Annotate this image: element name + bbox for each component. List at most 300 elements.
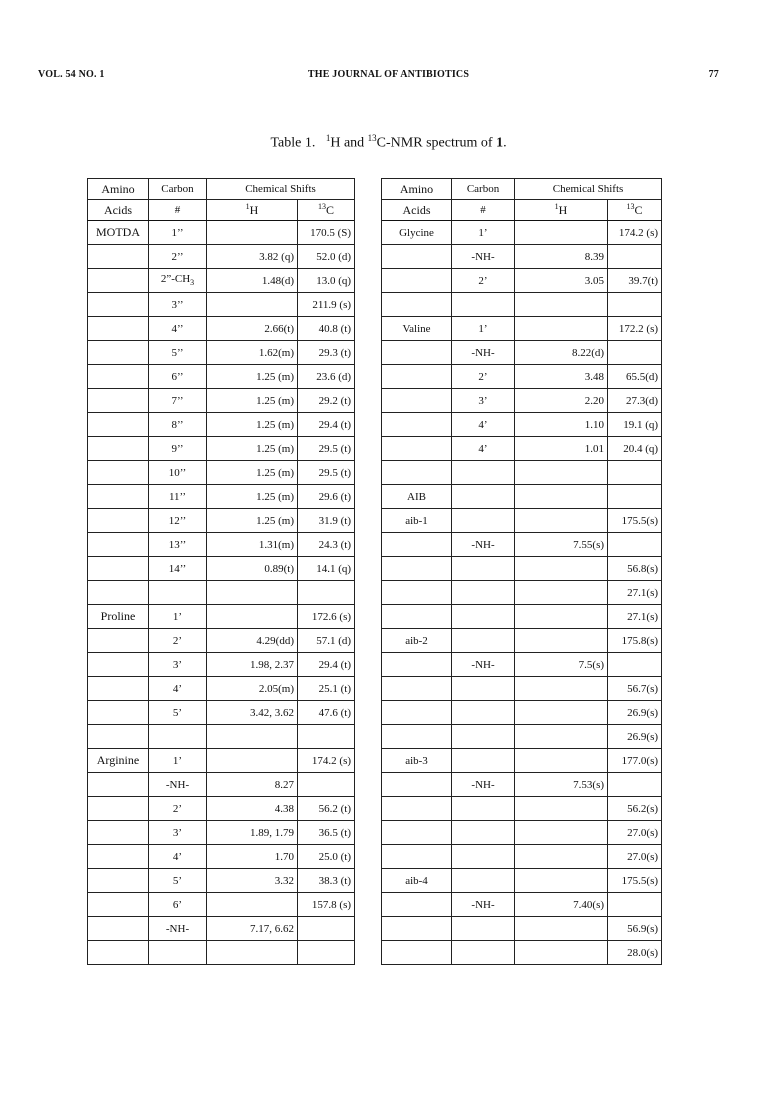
carbon-right xyxy=(452,941,515,965)
carbon-left-text: 7’’ xyxy=(171,394,184,407)
shift-13c-right xyxy=(608,629,662,653)
shift-1h-left xyxy=(207,797,298,821)
shift-1h-right xyxy=(515,245,608,269)
shift-13c-left-text: 52.0 (d) xyxy=(316,250,352,263)
shift-1h-left-text: 1.25 (m) xyxy=(256,370,294,383)
table-row xyxy=(88,677,662,701)
shift-13c-right-text: 56.9(s) xyxy=(627,922,659,935)
shift-13c-left-text: 211.9 (s) xyxy=(312,298,352,311)
shift-13c-left-text: 23.6 (d) xyxy=(316,370,352,383)
shift-1h-right xyxy=(515,557,608,581)
spacer-cell xyxy=(355,629,382,653)
shift-1h-right xyxy=(515,365,608,389)
shift-13c-left-text: 29.3 (t) xyxy=(318,346,352,359)
shift-1h-right xyxy=(515,773,608,797)
shift-1h-right-text: 7.55(s) xyxy=(573,538,605,551)
shift-13c-left xyxy=(298,821,355,845)
spacer-cell xyxy=(355,797,382,821)
caption-prefix: Table 1. xyxy=(270,135,316,151)
carbon-left xyxy=(149,677,207,701)
carbon-left xyxy=(149,797,207,821)
table-row xyxy=(88,653,662,677)
carbon-left xyxy=(149,701,207,725)
caption-middle-1: H and xyxy=(330,135,368,151)
spacer-cell xyxy=(355,341,382,365)
carbon-right xyxy=(452,677,515,701)
shift-1h-left xyxy=(207,677,298,701)
shift-1h-left xyxy=(207,773,298,797)
amino-acid-right xyxy=(382,821,452,845)
shift-1h-left-text: 2.05(m) xyxy=(258,682,294,695)
table-row xyxy=(88,605,662,629)
carbon-left-text: 13’’ xyxy=(168,538,187,551)
carbon-right-text: 4’ xyxy=(478,442,488,455)
shift-1h-left-text: 0.89(t) xyxy=(264,562,294,575)
shift-13c-left-text: 29.4 (t) xyxy=(318,658,352,671)
amino-acid-right xyxy=(382,509,452,533)
amino-acid-left xyxy=(88,245,149,269)
shift-13c-right-text: 27.0(s) xyxy=(627,826,659,839)
shift-13c-left-text: 47.6 (t) xyxy=(318,706,352,719)
amino-acid-left xyxy=(88,917,149,941)
spacer-cell xyxy=(355,821,382,845)
spacer-cell xyxy=(355,605,382,629)
amino-acid-left xyxy=(88,581,149,605)
shift-1h-left xyxy=(207,461,298,485)
carbon-right-text: 2’ xyxy=(478,370,488,383)
carbon-left xyxy=(149,269,207,293)
spacer-cell xyxy=(355,725,382,749)
shift-1h-right xyxy=(515,413,608,437)
shift-13c-left-text: 172.6 (s) xyxy=(311,610,352,623)
shift-13c-left-text: 29.5 (t) xyxy=(318,442,352,455)
carbon-left-text: 1’ xyxy=(172,754,183,767)
amino-acid-right xyxy=(382,437,452,461)
shift-13c-right-text: 175.5(s) xyxy=(621,874,659,887)
carbon-left-text: 2”-CH xyxy=(160,273,191,286)
table-row xyxy=(88,245,662,269)
shift-13c-left-text: 38.3 (t) xyxy=(318,874,352,887)
shift-13c-right-text: 175.8(s) xyxy=(621,634,659,647)
spacer-cell xyxy=(355,677,382,701)
carbon-right-text: -NH- xyxy=(471,778,495,791)
amino-acid-right xyxy=(382,701,452,725)
page-number: 77 xyxy=(708,69,719,80)
shift-1h-left xyxy=(207,629,298,653)
shift-13c-left xyxy=(298,941,355,965)
carbon-left-text: 5’ xyxy=(172,706,183,719)
shift-1h-left-text: 1.62(m) xyxy=(258,346,294,359)
shift-1h-left xyxy=(207,701,298,725)
shift-13c-left-text: 29.6 (t) xyxy=(318,490,352,503)
shift-13c-left xyxy=(298,533,355,557)
shift-13c-left xyxy=(298,485,355,509)
shift-1h-left-text: 1.98, 2.37 xyxy=(250,658,294,671)
header-1h-left xyxy=(207,200,298,221)
amino-acid-right xyxy=(382,773,452,797)
shift-13c-right xyxy=(608,869,662,893)
shift-13c-right-text: 26.9(s) xyxy=(627,730,659,743)
shift-13c-left xyxy=(298,917,355,941)
header-row-1 xyxy=(88,179,662,200)
h-label: H xyxy=(249,203,259,217)
amino-acid-left xyxy=(88,797,149,821)
carbon-right xyxy=(452,773,515,797)
amino-acid-left xyxy=(88,821,149,845)
carbon-left xyxy=(149,725,207,749)
caption-end: . xyxy=(503,135,507,151)
amino-acid-right xyxy=(382,557,452,581)
amino-acid-right xyxy=(382,893,452,917)
header-carbon-left: Carbon xyxy=(149,179,207,200)
shift-1h-left xyxy=(207,485,298,509)
spacer-cell xyxy=(355,365,382,389)
carbon-left xyxy=(149,653,207,677)
shift-13c-left-text: 56.2 (t) xyxy=(318,802,352,815)
header-amino-right: Amino xyxy=(382,179,452,200)
shift-1h-left xyxy=(207,341,298,365)
shift-13c-right-text: 56.8(s) xyxy=(627,562,659,575)
spacer-cell xyxy=(355,461,382,485)
carbon-right xyxy=(452,317,515,341)
table-row xyxy=(88,917,662,941)
carbon-left xyxy=(149,893,207,917)
shift-1h-left-text: 1.48(d) xyxy=(261,274,294,287)
carbon-left xyxy=(149,293,207,317)
amino-acid-right-text: Glycine xyxy=(399,226,434,239)
shift-1h-left xyxy=(207,821,298,845)
shift-13c-right-text: 56.2(s) xyxy=(627,802,659,815)
carbon-right xyxy=(452,485,515,509)
shift-13c-right xyxy=(608,653,662,677)
shift-1h-left-text: 1.31(m) xyxy=(258,538,294,551)
carbon-left-text: 2’ xyxy=(172,634,183,647)
spacer-cell xyxy=(355,389,382,413)
header-shifts-left: Chemical Shifts xyxy=(207,179,355,200)
amino-acid-right xyxy=(382,293,452,317)
table-row xyxy=(88,509,662,533)
carbon-left-text: 8’’ xyxy=(171,418,184,431)
table-row xyxy=(88,893,662,917)
table-row xyxy=(88,485,662,509)
carbon-right-text: -NH- xyxy=(471,250,495,263)
shift-1h-right-text: 3.48 xyxy=(584,370,605,383)
table-row xyxy=(88,413,662,437)
shift-13c-right xyxy=(608,773,662,797)
carbon-left-text: 3’ xyxy=(172,826,183,839)
shift-1h-right xyxy=(515,941,608,965)
amino-acid-left xyxy=(88,845,149,869)
carbon-right xyxy=(452,413,515,437)
carbon-right xyxy=(452,749,515,773)
shift-13c-right xyxy=(608,269,662,293)
shift-1h-left xyxy=(207,245,298,269)
shift-13c-left xyxy=(298,413,355,437)
shift-1h-right xyxy=(515,317,608,341)
nmr-table xyxy=(87,178,662,965)
shift-1h-right xyxy=(515,701,608,725)
table-row xyxy=(88,269,662,293)
shift-1h-left xyxy=(207,941,298,965)
shift-1h-right xyxy=(515,509,608,533)
carbon-right xyxy=(452,365,515,389)
shift-1h-left xyxy=(207,749,298,773)
spacer-cell xyxy=(355,245,382,269)
c-sup: 13 xyxy=(318,202,326,211)
shift-13c-right xyxy=(608,437,662,461)
shift-1h-right xyxy=(515,821,608,845)
amino-acid-left xyxy=(88,773,149,797)
amino-acid-right xyxy=(382,677,452,701)
carbon-left-text: 3’’ xyxy=(171,298,184,311)
shift-13c-left xyxy=(298,365,355,389)
shift-13c-right-text: 19.1 (q) xyxy=(623,418,659,431)
shift-1h-right xyxy=(515,581,608,605)
carbon-left-text: 4’ xyxy=(172,850,183,863)
c-label: C xyxy=(634,203,643,217)
table-row xyxy=(88,365,662,389)
shift-13c-right xyxy=(608,557,662,581)
carbon-right xyxy=(452,629,515,653)
shift-13c-right xyxy=(608,701,662,725)
carbon-left-text: 10’’ xyxy=(168,466,187,479)
spacer-cell xyxy=(355,317,382,341)
shift-13c-right xyxy=(608,797,662,821)
shift-1h-left xyxy=(207,893,298,917)
shift-1h-right xyxy=(515,437,608,461)
shift-13c-right xyxy=(608,293,662,317)
carbon-left-text: 4’ xyxy=(172,682,183,695)
shift-13c-right-text: 27.1(s) xyxy=(627,586,659,599)
carbon-right-text: -NH- xyxy=(471,658,495,671)
carbon-right xyxy=(452,725,515,749)
carbon-left xyxy=(149,389,207,413)
carbon-right xyxy=(452,845,515,869)
amino-acid-left xyxy=(88,269,149,293)
header-13c-left xyxy=(298,200,355,221)
amino-acid-right xyxy=(382,317,452,341)
amino-acid-left xyxy=(88,317,149,341)
amino-acid-left xyxy=(88,533,149,557)
spacer-cell xyxy=(355,221,382,245)
shift-1h-right-text: 7.40(s) xyxy=(573,898,605,911)
carbon-right xyxy=(452,389,515,413)
shift-13c-right-text: 39.7(t) xyxy=(628,274,659,287)
caption-h-sup: 1 xyxy=(325,133,331,143)
shift-13c-left xyxy=(298,509,355,533)
shift-1h-right xyxy=(515,677,608,701)
shift-1h-right-text: 8.22(d) xyxy=(571,346,605,359)
shift-1h-left xyxy=(207,317,298,341)
shift-13c-right-text: 65.5(d) xyxy=(625,370,659,383)
shift-1h-left-text: 1.89, 1.79 xyxy=(250,826,294,839)
shift-1h-left-text: 2.66(t) xyxy=(264,322,294,335)
spacer-cell xyxy=(355,701,382,725)
shift-13c-left xyxy=(298,461,355,485)
shift-1h-left xyxy=(207,365,298,389)
amino-acid-right xyxy=(382,389,452,413)
amino-acid-left xyxy=(88,893,149,917)
amino-acid-right xyxy=(382,269,452,293)
shift-1h-right-text: 2.20 xyxy=(584,394,605,407)
shift-13c-left-text: 57.1 (d) xyxy=(316,634,352,647)
amino-acid-right xyxy=(382,725,452,749)
carbon-left xyxy=(149,437,207,461)
amino-acid-left xyxy=(88,653,149,677)
carbon-right-text: -NH- xyxy=(471,898,495,911)
carbon-left xyxy=(149,341,207,365)
spacer-cell xyxy=(355,533,382,557)
spacer-cell xyxy=(355,293,382,317)
shift-13c-right-text: 20.4 (q) xyxy=(623,442,659,455)
amino-acid-right xyxy=(382,653,452,677)
shift-13c-right xyxy=(608,677,662,701)
carbon-right xyxy=(452,437,515,461)
carbon-right xyxy=(452,701,515,725)
table-row xyxy=(88,941,662,965)
shift-13c-left-text: 13.0 (q) xyxy=(316,274,352,287)
spacer-cell xyxy=(355,269,382,293)
shift-13c-right-text: 177.0(s) xyxy=(621,754,659,767)
spacer-cell xyxy=(355,485,382,509)
carbon-subscript: 3 xyxy=(190,278,195,288)
carbon-right-text: -NH- xyxy=(471,346,495,359)
carbon-left-text: 11’’ xyxy=(168,490,187,503)
shift-1h-right xyxy=(515,605,608,629)
table-row xyxy=(88,221,662,245)
shift-13c-left-text: 170.5 (S) xyxy=(310,226,352,239)
shift-13c-right xyxy=(608,821,662,845)
shift-13c-left xyxy=(298,629,355,653)
carbon-right-text: 3’ xyxy=(478,394,488,407)
shift-13c-right xyxy=(608,581,662,605)
amino-acid-right-text: AIB xyxy=(407,490,426,503)
shift-13c-left xyxy=(298,653,355,677)
shift-1h-right xyxy=(515,341,608,365)
amino-acid-left-text: MOTDA xyxy=(96,225,140,239)
shift-13c-right-text: 27.3(d) xyxy=(625,394,659,407)
shift-1h-left-text: 1.25 (m) xyxy=(256,418,294,431)
shift-1h-left xyxy=(207,293,298,317)
shift-1h-right-text: 7.5(s) xyxy=(578,658,605,671)
carbon-left xyxy=(149,557,207,581)
shift-13c-left xyxy=(298,389,355,413)
shift-13c-left xyxy=(298,773,355,797)
carbon-left xyxy=(149,773,207,797)
carbon-right-text: 1’ xyxy=(478,226,488,239)
header-acids-right: Acids xyxy=(382,200,452,221)
carbon-left-text: 3’ xyxy=(172,658,183,671)
shift-1h-right-text: 1.10 xyxy=(584,418,605,431)
carbon-left xyxy=(149,485,207,509)
carbon-left-text: 1’ xyxy=(172,610,183,623)
header-13c-right xyxy=(608,200,662,221)
carbon-left xyxy=(149,533,207,557)
shift-13c-left xyxy=(298,893,355,917)
amino-acid-left xyxy=(88,557,149,581)
carbon-left xyxy=(149,245,207,269)
carbon-right xyxy=(452,557,515,581)
table-row xyxy=(88,749,662,773)
shift-13c-right xyxy=(608,221,662,245)
carbon-left-text: 5’ xyxy=(172,874,183,887)
carbon-right xyxy=(452,653,515,677)
shift-13c-left-text: 157.8 (s) xyxy=(311,898,352,911)
shift-13c-right xyxy=(608,605,662,629)
spacer-cell xyxy=(355,845,382,869)
carbon-right xyxy=(452,869,515,893)
spacer-cell xyxy=(355,773,382,797)
table-row xyxy=(88,845,662,869)
amino-acid-left xyxy=(88,461,149,485)
amino-acid-right-text: aib-2 xyxy=(405,634,428,647)
shift-13c-left xyxy=(298,677,355,701)
shift-13c-right-text: 56.7(s) xyxy=(627,682,659,695)
shift-13c-left-text: 31.9 (t) xyxy=(318,514,352,527)
shift-13c-right xyxy=(608,365,662,389)
amino-acid-left xyxy=(88,341,149,365)
amino-acid-right-text: aib-1 xyxy=(405,514,428,527)
shift-13c-right xyxy=(608,725,662,749)
shift-13c-right xyxy=(608,389,662,413)
carbon-right xyxy=(452,533,515,557)
shift-13c-right xyxy=(608,749,662,773)
shift-1h-right xyxy=(515,845,608,869)
shift-1h-left-text: 4.38 xyxy=(274,802,294,815)
spacer-cell xyxy=(355,869,382,893)
shift-1h-left-text: 1.25 (m) xyxy=(256,442,294,455)
table-row xyxy=(88,293,662,317)
carbon-left-text: 12’’ xyxy=(168,514,187,527)
shift-1h-left-text: 3.42, 3.62 xyxy=(250,706,294,719)
shift-1h-left xyxy=(207,269,298,293)
shift-13c-left xyxy=(298,845,355,869)
carbon-left xyxy=(149,845,207,869)
shift-13c-left xyxy=(298,557,355,581)
carbon-right xyxy=(452,893,515,917)
shift-13c-right xyxy=(608,245,662,269)
shift-1h-right-text: 8.39 xyxy=(584,250,605,263)
spacer-cell xyxy=(355,893,382,917)
carbon-left xyxy=(149,869,207,893)
shift-1h-left xyxy=(207,581,298,605)
shift-1h-right-text: 7.53(s) xyxy=(573,778,605,791)
shift-1h-right xyxy=(515,293,608,317)
carbon-right xyxy=(452,461,515,485)
amino-acid-left xyxy=(88,413,149,437)
spacer-header xyxy=(355,179,382,221)
carbon-right xyxy=(452,269,515,293)
spacer-cell xyxy=(355,581,382,605)
shift-1h-right xyxy=(515,749,608,773)
shift-13c-left xyxy=(298,245,355,269)
shift-1h-left xyxy=(207,653,298,677)
shift-1h-left xyxy=(207,533,298,557)
amino-acid-left xyxy=(88,485,149,509)
shift-13c-left xyxy=(298,437,355,461)
amino-acid-right-text: aib-3 xyxy=(405,754,428,767)
header-carbon-right: Carbon xyxy=(452,179,515,200)
shift-1h-right xyxy=(515,653,608,677)
shift-1h-left-text: 3.32 xyxy=(274,874,294,887)
carbon-left xyxy=(149,917,207,941)
table-row xyxy=(88,461,662,485)
carbon-left-text: -NH- xyxy=(165,922,190,935)
shift-13c-left xyxy=(298,221,355,245)
table-row xyxy=(88,629,662,653)
shift-1h-left xyxy=(207,413,298,437)
amino-acid-right xyxy=(382,485,452,509)
